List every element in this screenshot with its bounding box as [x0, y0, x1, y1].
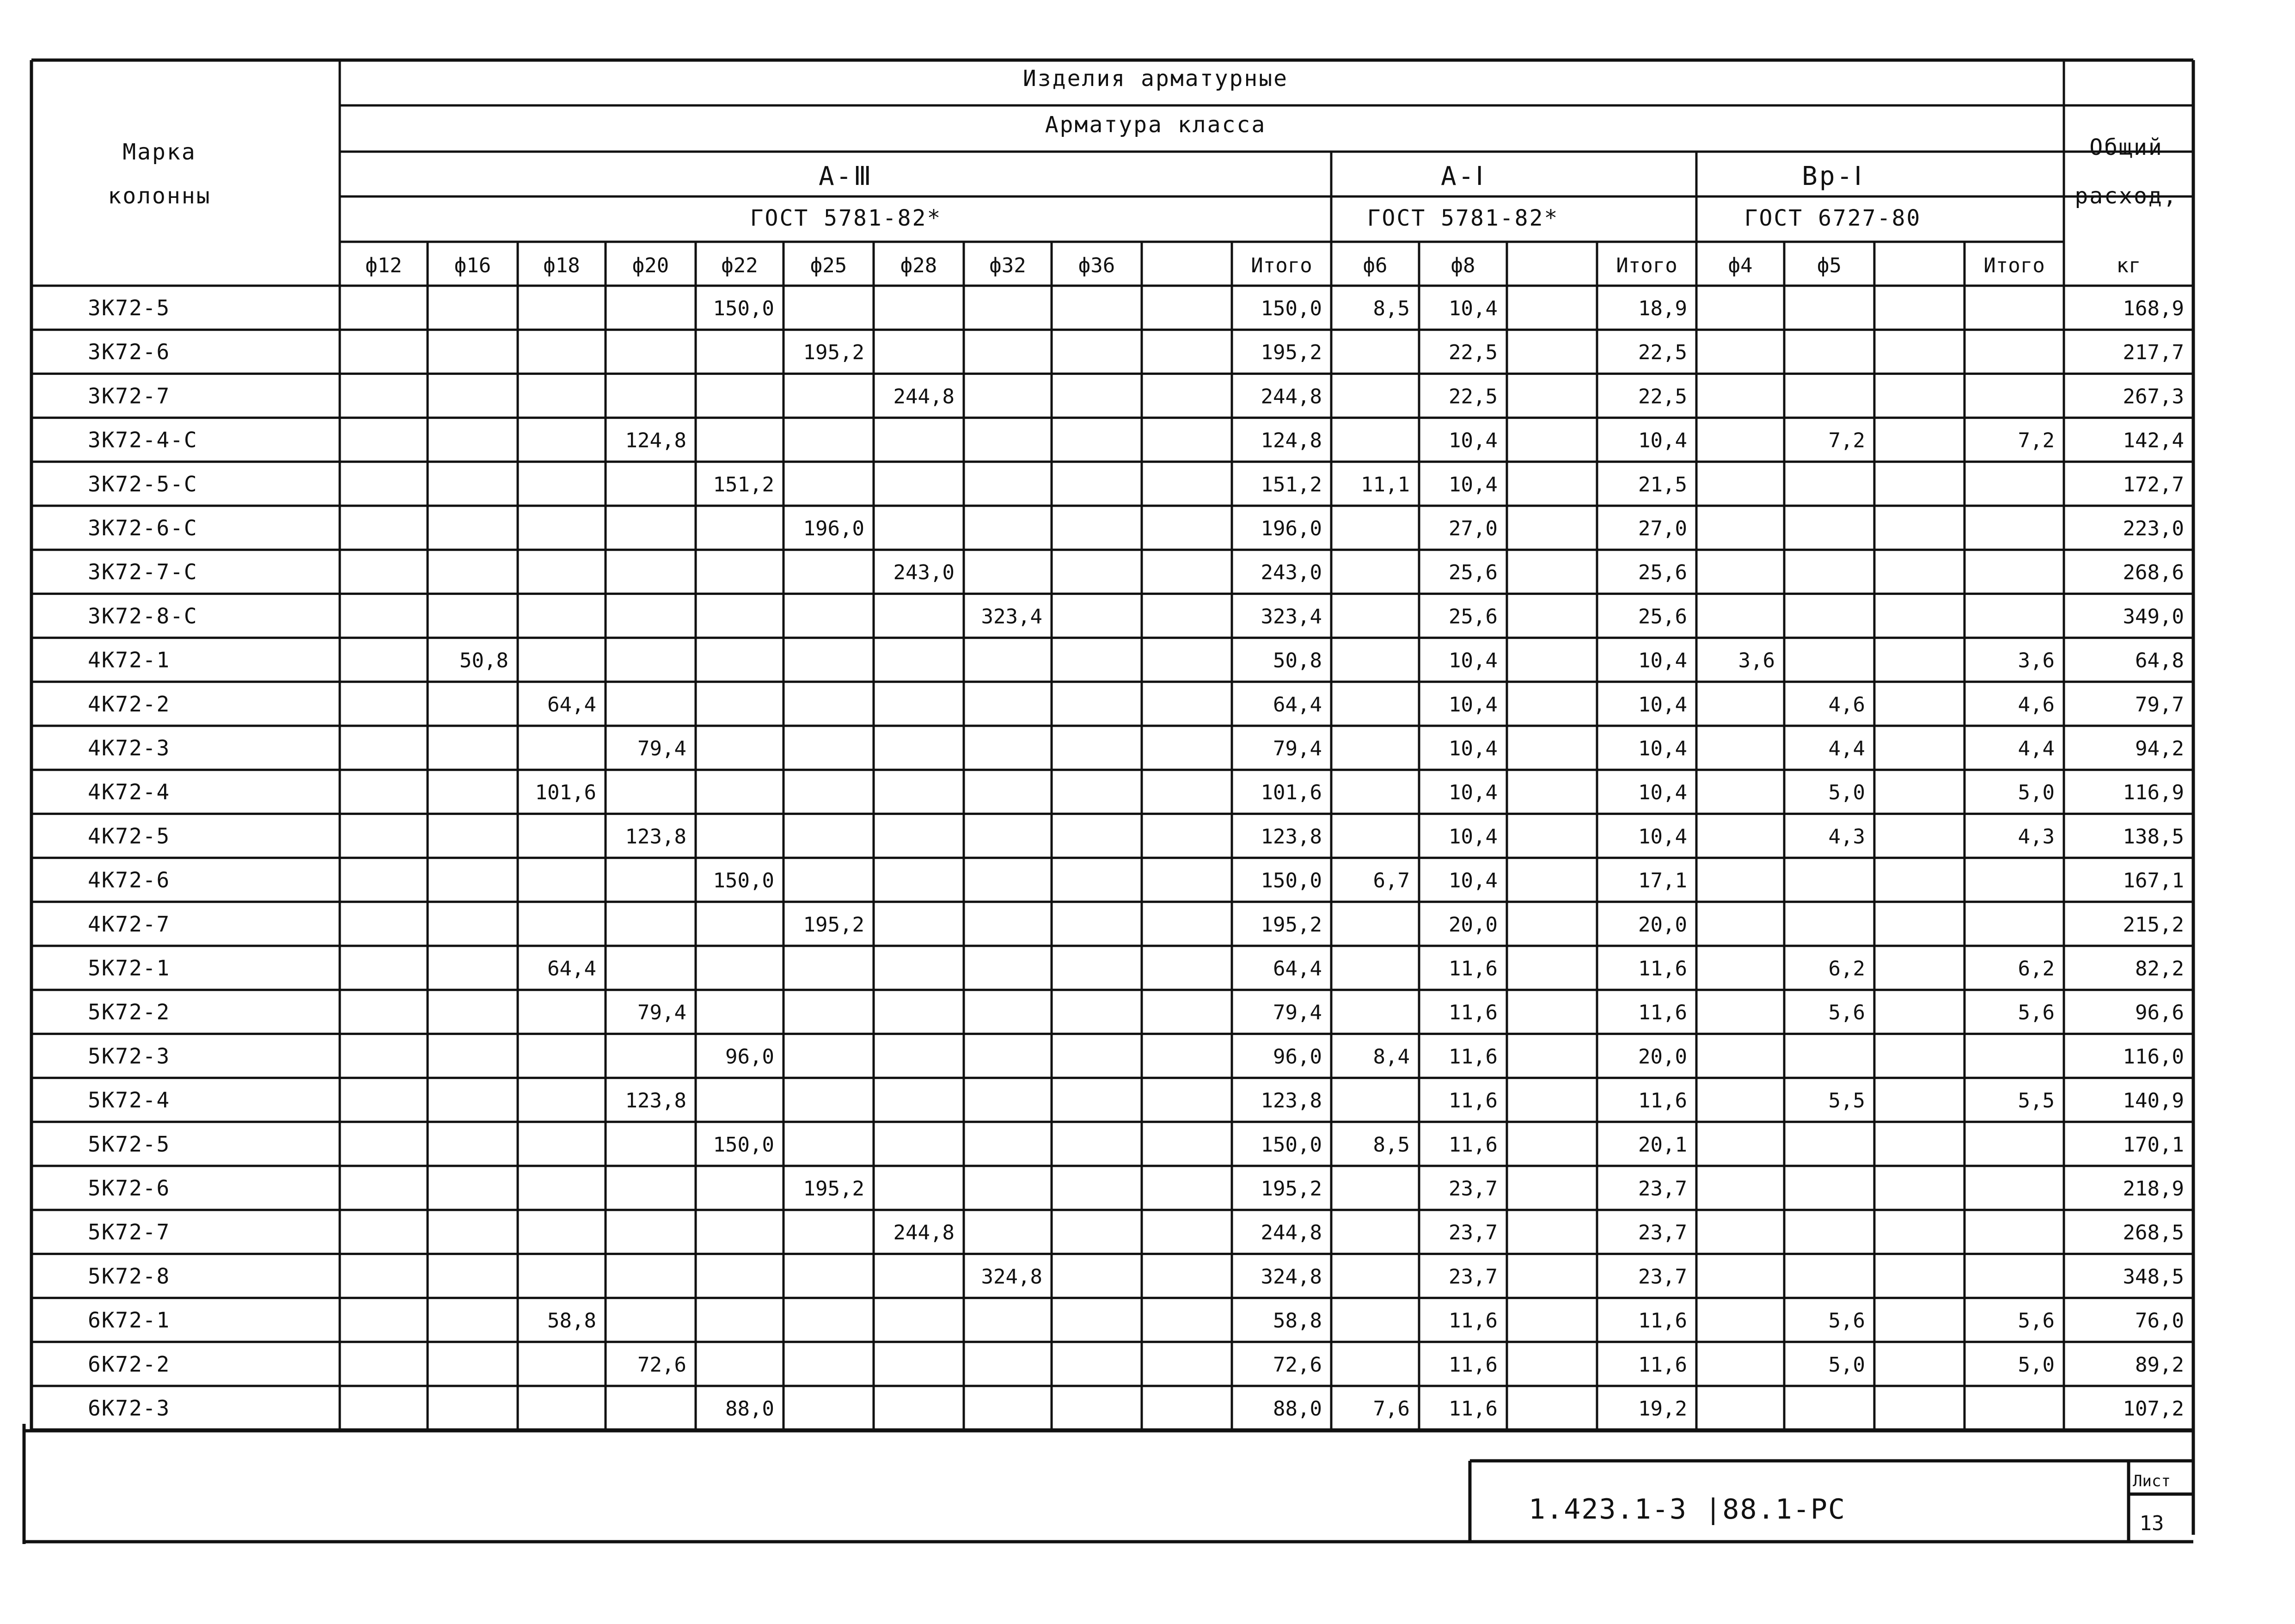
table-cell: 10,4 [1449, 781, 1498, 805]
mark-column-header-line2: колонны [108, 183, 211, 209]
table-cell: 27,0 [1638, 517, 1687, 540]
column-mark: 4К72-1 [88, 647, 171, 673]
column-header-10: Итого [1251, 254, 1312, 277]
table-cell: 324,8 [1261, 1265, 1322, 1289]
table-cell: 195,2 [1261, 1177, 1322, 1201]
table-cell: 25,6 [1638, 561, 1687, 585]
table-cell: 243,0 [893, 561, 955, 585]
table-cell: 79,4 [1273, 1001, 1322, 1025]
table-cell: 124,8 [625, 429, 686, 453]
table-row [88, 559, 2184, 584]
total-column-header-line1: Общий [2089, 135, 2163, 160]
table-cell: 25,6 [1449, 605, 1498, 629]
table-cell: 64,4 [1273, 692, 1322, 717]
table-cell: 5,5 [1828, 1089, 1865, 1113]
table-row [88, 868, 2184, 893]
table-cell: 195,2 [803, 341, 864, 365]
table-cell: 23,7 [1638, 1265, 1687, 1289]
table-cell: 5,0 [2018, 781, 2055, 805]
table-cell: 195,2 [803, 913, 864, 937]
table-cell: 324,8 [981, 1265, 1042, 1289]
table-cell: 8,5 [1373, 297, 1410, 320]
table-cell: 195,2 [803, 1177, 864, 1201]
table-cell: 23,7 [1638, 1221, 1687, 1245]
table-cell: 268,5 [2123, 1221, 2184, 1245]
table-cell: 5,6 [2018, 1001, 2055, 1025]
products-header: Изделия арматурные [1022, 66, 1289, 92]
table-cell: 64,8 [2135, 649, 2184, 673]
table-row [88, 1396, 2184, 1421]
class-bp1-header: Вр-Ⅰ [1802, 161, 1864, 191]
table-cell: 170,1 [2123, 1133, 2184, 1157]
column-mark: 5К72-7 [88, 1220, 171, 1245]
document-code: 1.423.1-3 |88.1-РС [1528, 1493, 1846, 1526]
table-cell: 25,6 [1449, 561, 1498, 585]
table-cell: 10,4 [1449, 649, 1498, 673]
gost-bp1-header: ГОСТ 6727-80 [1744, 205, 1922, 231]
column-header-4: ф22 [721, 254, 758, 277]
table-cell: 79,4 [1273, 737, 1322, 760]
column-mark: 3К72-7-С [88, 559, 198, 585]
table-cell: 10,4 [1449, 429, 1498, 453]
table-cell: 116,0 [2123, 1045, 2184, 1069]
table-row [88, 912, 2184, 937]
table-cell: 172,7 [2123, 472, 2184, 496]
sheet-frame [24, 60, 2193, 1544]
table-cell: 5,6 [1828, 1309, 1865, 1333]
table-row [88, 515, 2184, 540]
table-row [88, 956, 2184, 981]
table-cell: 348,5 [2123, 1265, 2184, 1289]
table-cell: 7,6 [1373, 1397, 1410, 1421]
table-row [88, 823, 2184, 848]
table-cell: 3,6 [1738, 649, 1775, 673]
table-cell: 4,4 [1828, 737, 1865, 760]
table-cell: 323,4 [1261, 605, 1322, 629]
table-cell: 17,1 [1638, 869, 1687, 893]
table-row [88, 1352, 2184, 1377]
column-mark: 3К72-5-С [88, 471, 198, 496]
table-cell: 138,5 [2123, 825, 2184, 849]
table-cell: 88,0 [725, 1397, 774, 1421]
column-mark: 4К72-7 [88, 911, 171, 937]
column-header-15: ф4 [1728, 254, 1753, 277]
column-header-11: ф6 [1363, 254, 1388, 277]
table-cell: 11,6 [1449, 1397, 1498, 1421]
table-cell: 267,3 [2123, 385, 2184, 409]
column-mark: 5К72-5 [88, 1131, 171, 1157]
table-cell: 79,4 [637, 737, 686, 760]
table-cell: 11,6 [1449, 1133, 1498, 1157]
column-header-7: ф32 [989, 254, 1026, 277]
column-mark: 3К72-5 [88, 295, 171, 320]
table-cell: 96,0 [1273, 1045, 1322, 1069]
table-cell: 116,9 [2123, 781, 2184, 805]
column-mark: 4К72-4 [88, 779, 171, 805]
table-cell: 349,0 [2123, 605, 2184, 629]
table-row [88, 735, 2184, 760]
table-cell: 4,6 [2018, 692, 2055, 717]
table-cell: 268,6 [2123, 561, 2184, 585]
gost-a1-header: ГОСТ 5781-82* [1367, 205, 1559, 231]
column-mark: 5К72-1 [88, 956, 171, 981]
table-row [88, 692, 2184, 717]
table-cell: 20,1 [1638, 1133, 1687, 1157]
table-cell: 123,8 [625, 825, 686, 849]
table-cell: 167,1 [2123, 869, 2184, 893]
table-cell: 10,4 [1449, 825, 1498, 849]
table-cell: 3,6 [2018, 649, 2055, 673]
table-row [88, 1308, 2184, 1333]
table-cell: 195,2 [1261, 341, 1322, 365]
column-mark: 4К72-3 [88, 735, 171, 760]
table-cell: 22,5 [1449, 385, 1498, 409]
table-cell: 79,7 [2135, 692, 2184, 717]
table-cell: 94,2 [2135, 737, 2184, 760]
column-mark: 5К72-4 [88, 1087, 171, 1113]
column-mark: 3К72-4-С [88, 427, 198, 453]
table-cell: 11,6 [1449, 1001, 1498, 1025]
table-cell: 150,0 [713, 297, 774, 320]
table-cell: 7,2 [2018, 429, 2055, 453]
table-cell: 150,0 [1261, 869, 1322, 893]
table-cell: 22,5 [1449, 341, 1498, 365]
table-cell: 18,9 [1638, 297, 1687, 320]
table-cell: 196,0 [1261, 517, 1322, 540]
table-cell: 19,2 [1638, 1397, 1687, 1421]
table-cell: 11,6 [1638, 1309, 1687, 1333]
class-a3-header: А-Ⅲ [818, 161, 874, 191]
gost-a3-header: ГОСТ 5781-82* [750, 205, 942, 231]
column-header-6: ф28 [900, 254, 937, 277]
table-cell: 101,6 [535, 781, 596, 805]
table-cell: 23,7 [1449, 1177, 1498, 1201]
table-row [88, 1263, 2184, 1288]
table-cell: 5,0 [1828, 781, 1865, 805]
column-header-2: ф18 [543, 254, 580, 277]
table-cell: 22,5 [1638, 385, 1687, 409]
table-cell: 150,0 [1261, 297, 1322, 320]
table-cell: 217,7 [2123, 341, 2184, 365]
table-row [88, 1220, 2184, 1244]
table-cell: 11,6 [1449, 1045, 1498, 1069]
table-row [88, 1176, 2184, 1201]
table-cell: 4,6 [1828, 692, 1865, 717]
class-a1-header: А-Ⅰ [1441, 161, 1485, 191]
column-mark: 3К72-6-С [88, 515, 198, 540]
total-column-header-line2: расход, [2075, 183, 2178, 209]
table-cell: 7,2 [1828, 429, 1865, 453]
column-header-1: ф16 [454, 254, 491, 277]
column-mark: 4К72-2 [88, 691, 171, 717]
table-cell: 21,5 [1638, 472, 1687, 496]
mark-column-header-line1: Марка [122, 139, 196, 165]
table-cell: 58,8 [547, 1309, 596, 1333]
table-cell: 150,0 [713, 869, 774, 893]
table-cell: 101,6 [1261, 781, 1322, 805]
table-cell: 123,8 [1261, 825, 1322, 849]
table-cell: 4,3 [1828, 825, 1865, 849]
column-header-12: ф8 [1450, 254, 1475, 277]
table-cell: 5,0 [1828, 1353, 1865, 1377]
table-cell: 196,0 [803, 517, 864, 540]
table-cell: 11,6 [1638, 1001, 1687, 1025]
table-cell: 10,4 [1638, 737, 1687, 760]
column-header-16: ф5 [1817, 254, 1842, 277]
table-cell: 10,4 [1449, 869, 1498, 893]
table-cell: 6,2 [2018, 957, 2055, 981]
table-cell: 10,4 [1449, 297, 1498, 320]
table-cell: 10,4 [1638, 429, 1687, 453]
column-mark: 5К72-6 [88, 1176, 171, 1201]
table-cell: 243,0 [1261, 561, 1322, 585]
table-cell: 5,6 [1828, 1001, 1865, 1025]
table-cell: 72,6 [1273, 1353, 1322, 1377]
column-mark: 6К72-2 [88, 1351, 171, 1377]
table-cell: 64,4 [547, 957, 596, 981]
column-mark: 5К72-3 [88, 1043, 171, 1069]
table-cell: 123,8 [1261, 1089, 1322, 1113]
table-cell: 11,1 [1361, 472, 1410, 496]
table-cell: 11,6 [1449, 1089, 1498, 1113]
table-cell: 10,4 [1638, 825, 1687, 849]
column-header-5: ф25 [810, 254, 847, 277]
table-cell: 8,4 [1373, 1045, 1410, 1069]
column-mark: 3К72-7 [88, 383, 171, 409]
table-cell: 20,0 [1449, 913, 1498, 937]
table-cell: 142,4 [2123, 429, 2184, 453]
column-header-19: кг [2116, 254, 2141, 277]
column-mark: 5К72-2 [88, 999, 171, 1025]
table-cell: 124,8 [1261, 429, 1322, 453]
table-row [88, 428, 2184, 453]
table-cell: 11,6 [1638, 957, 1687, 981]
table-cell: 11,6 [1638, 1089, 1687, 1113]
table-row [88, 648, 2184, 673]
column-mark: 3К72-8-С [88, 603, 198, 629]
table-cell: 20,0 [1638, 913, 1687, 937]
table-cell: 10,4 [1638, 649, 1687, 673]
table-cell: 215,2 [2123, 913, 2184, 937]
table-cell: 11,6 [1449, 1309, 1498, 1333]
table-cell: 323,4 [981, 605, 1042, 629]
column-header-14: Итого [1616, 254, 1677, 277]
table-cell: 23,7 [1449, 1265, 1498, 1289]
table-cell: 150,0 [713, 1133, 774, 1157]
table-cell: 23,7 [1449, 1221, 1498, 1245]
table-cell: 10,4 [1449, 737, 1498, 760]
table-cell: 195,2 [1261, 913, 1322, 937]
table-cell: 27,0 [1449, 517, 1498, 540]
table-cell: 6,7 [1373, 869, 1410, 893]
table-cell: 10,4 [1638, 692, 1687, 717]
table-cell: 79,4 [637, 1001, 686, 1025]
table-cell: 89,2 [2135, 1353, 2184, 1377]
table-cell: 10,4 [1449, 472, 1498, 496]
table-cell: 23,7 [1638, 1177, 1687, 1201]
column-header-8: ф36 [1078, 254, 1115, 277]
reinforcement-class-header: Арматура класса [1045, 112, 1267, 138]
table-cell: 58,8 [1273, 1309, 1322, 1333]
table-cell: 150,0 [1261, 1133, 1322, 1157]
table-cell: 22,5 [1638, 341, 1687, 365]
table-cell: 107,2 [2123, 1397, 2184, 1421]
table-cell: 168,9 [2123, 297, 2184, 320]
table-cell: 11,6 [1449, 1353, 1498, 1377]
table-row [88, 603, 2184, 628]
table-row [88, 383, 2184, 408]
table-row [88, 1088, 2184, 1113]
table-cell: 218,9 [2123, 1177, 2184, 1201]
column-header-0: ф12 [365, 254, 402, 277]
table-cell: 11,6 [1449, 957, 1498, 981]
table-cell: 72,6 [637, 1353, 686, 1377]
table-cell: 82,2 [2135, 957, 2184, 981]
table-row [88, 339, 2184, 364]
table-cell: 8,5 [1373, 1133, 1410, 1157]
sheet-label: Лист [2133, 1472, 2171, 1490]
sheet-number: 13 [2139, 1512, 2164, 1535]
table-cell: 140,9 [2123, 1089, 2184, 1113]
column-mark: 3К72-6 [88, 339, 171, 365]
column-mark: 4К72-5 [88, 823, 171, 849]
table-cell: 5,5 [2018, 1089, 2055, 1113]
table-cell: 88,0 [1273, 1397, 1322, 1421]
table-cell: 96,0 [725, 1045, 774, 1069]
column-header-18: Итого [1983, 254, 2045, 277]
column-mark: 6К72-3 [88, 1396, 171, 1421]
table-row [88, 1043, 2184, 1068]
table-row [88, 779, 2184, 804]
table-cell: 5,0 [2018, 1353, 2055, 1377]
table-cell: 64,4 [547, 692, 596, 717]
column-mark: 4К72-6 [88, 867, 171, 893]
table-cell: 50,8 [459, 649, 508, 673]
table-cell: 6,2 [1828, 957, 1865, 981]
table-row [88, 295, 2184, 320]
table-cell: 4,4 [2018, 737, 2055, 760]
table-cell: 50,8 [1273, 649, 1322, 673]
table-cell: 244,8 [1261, 1221, 1322, 1245]
table-cell: 11,6 [1638, 1353, 1687, 1377]
table-cell: 4,3 [2018, 825, 2055, 849]
table-cell: 20,0 [1638, 1045, 1687, 1069]
table-cell: 25,6 [1638, 605, 1687, 629]
table-row [88, 1132, 2184, 1157]
table-cell: 10,4 [1638, 781, 1687, 805]
table-cell: 244,8 [893, 1221, 955, 1245]
table-cell: 96,6 [2135, 1001, 2184, 1025]
column-mark: 5К72-8 [88, 1263, 171, 1289]
table-cell: 64,4 [1273, 957, 1322, 981]
table-cell: 151,2 [713, 472, 774, 496]
table-cell: 223,0 [2123, 517, 2184, 540]
table-cell: 76,0 [2135, 1309, 2184, 1333]
table-row [88, 999, 2184, 1024]
table-cell: 123,8 [625, 1089, 686, 1113]
table-cell: 151,2 [1261, 472, 1322, 496]
column-header-3: ф20 [632, 254, 669, 277]
table-cell: 244,8 [893, 385, 955, 409]
table-cell: 244,8 [1261, 385, 1322, 409]
column-mark: 6К72-1 [88, 1307, 171, 1333]
table-cell: 10,4 [1449, 692, 1498, 717]
table-row [88, 472, 2184, 496]
table-cell: 5,6 [2018, 1309, 2055, 1333]
